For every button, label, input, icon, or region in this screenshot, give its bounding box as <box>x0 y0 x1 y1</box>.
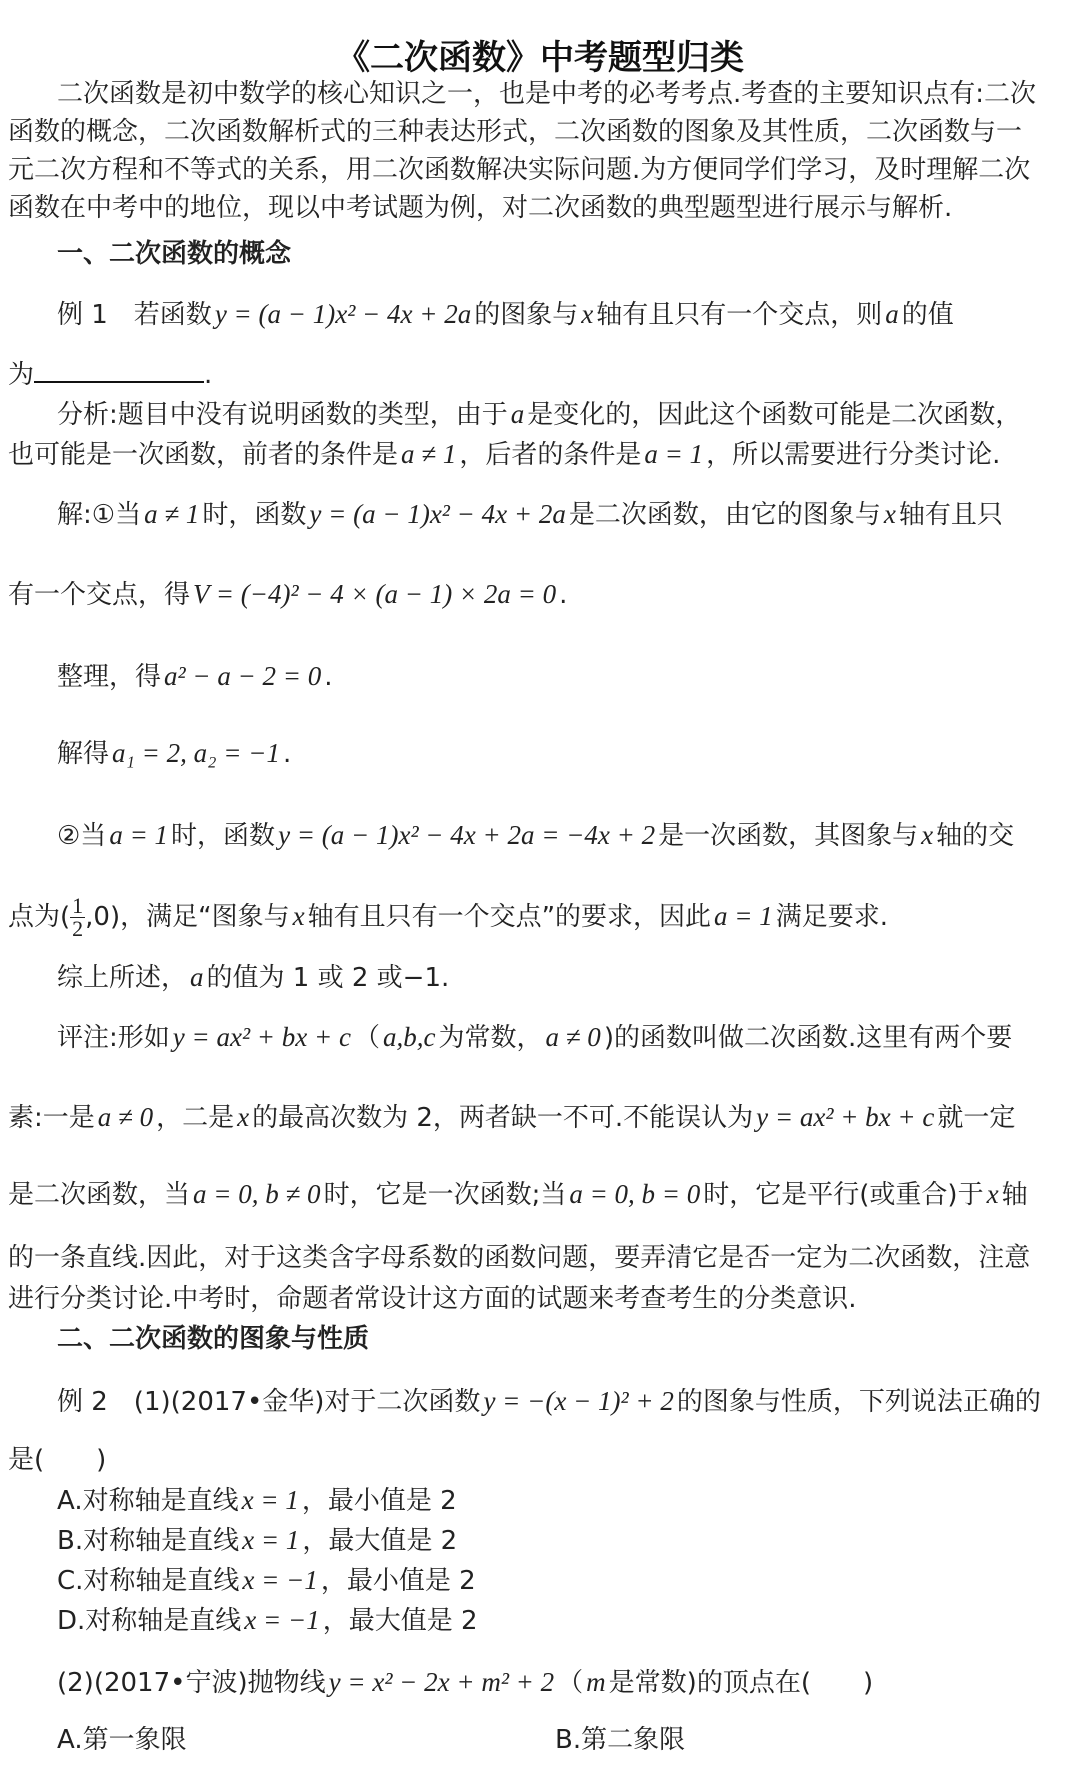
document-title: 《二次函数》中考题型归类 <box>336 38 744 78</box>
text-run: A.第一象限 <box>57 1725 187 1755</box>
text-run: ,0)，满足“图象与 <box>85 902 290 932</box>
text-run: ，二是 <box>156 1103 235 1133</box>
text-line <box>57 957 449 998</box>
math-expression: x = −1 <box>244 1605 320 1635</box>
text-run: 二、二次函数的图象与性质 <box>57 1324 370 1354</box>
text-run: 时，函数 <box>202 500 307 530</box>
text-run: 解得 <box>57 739 110 769</box>
math-expression: y = ax² + bx + c <box>756 1102 935 1132</box>
text-run: 也可能是一次函数，前者的条件是 <box>8 440 399 470</box>
text-line <box>57 656 333 697</box>
text-line <box>8 150 1030 190</box>
math-expression: a = 1 <box>109 820 169 850</box>
math-expression: a,b,c <box>382 1022 436 1052</box>
text-run: . <box>282 739 292 769</box>
math-expression: a ≠ 0 <box>545 1022 601 1052</box>
math-expression: a = 1 <box>644 439 704 469</box>
text-run: ②当 <box>57 821 107 851</box>
text-run: (2)(2017•宁波)抛物线 <box>57 1668 326 1698</box>
text-run: . <box>559 580 568 610</box>
text-line <box>8 434 1000 475</box>
text-run: B.对称轴是直线 <box>57 1526 240 1556</box>
text-run: 的图象与性质，下列说法正确的 <box>676 1387 1041 1417</box>
text-run: 进行分类讨论.中考时，命题者常设计这方面的试题来考查考生的分类意识. <box>8 1284 857 1314</box>
math-expression: a ≠ 1 <box>401 439 457 469</box>
text-run: 有一个交点，得 <box>8 580 191 610</box>
text-line <box>57 1381 1041 1422</box>
section-heading <box>57 1319 369 1359</box>
text-line <box>57 1480 457 1521</box>
text-line <box>57 1662 873 1703</box>
section-heading <box>57 234 291 274</box>
text-run: 二次函数是初中数学的核心知识之一，也是中考的必考考点.考查的主要知识点有:二次 <box>57 79 1037 109</box>
text-line <box>57 1560 476 1601</box>
text-line <box>57 1520 457 1561</box>
text-run: （ <box>557 1668 584 1698</box>
math-expression: V = (−4)² − 4 × (a − 1) × 2a = 0 <box>193 579 557 609</box>
math-expression: a = 0, b ≠ 0 <box>193 1179 321 1209</box>
text-run: ，最小值是 2 <box>320 1566 476 1596</box>
text-line <box>8 574 567 615</box>
math-expression: a = 1 <box>714 901 773 931</box>
text-run: C.对称轴是直线 <box>57 1566 240 1596</box>
text-run: 函数的概念，二次函数解析式的三种表达形式，二次函数的图象及其性质，二次函数与一 <box>8 117 1023 147</box>
text-run: D.对称轴是直线 <box>57 1606 242 1636</box>
text-run: 的值为 1 或 2 或−1. <box>206 963 450 993</box>
text-run: 为常数， <box>438 1023 543 1053</box>
text-run: . <box>204 360 213 390</box>
text-run: . <box>324 662 333 692</box>
text-run: 时，它是平行(或重合)于 <box>703 1180 984 1210</box>
text-run: 的最高次数为 2，两者缺一不可.不能误认为 <box>252 1103 754 1133</box>
denominator: 2 <box>72 916 84 941</box>
text-run: 是常数)的顶点在( ) <box>608 1668 874 1698</box>
numerator: 1 <box>72 893 84 918</box>
math-expression: y = (a − 1)x² − 4x + 2a = −4x + 2 <box>278 820 656 850</box>
text-run: B.第二象限 <box>555 1725 686 1755</box>
math-expression: x = −1 <box>242 1565 318 1595</box>
text-run: ，最大值是 2 <box>302 1526 458 1556</box>
math-expression: a <box>510 399 525 429</box>
text-line <box>8 895 888 940</box>
text-line <box>8 353 212 395</box>
math-expression: x <box>986 1179 999 1209</box>
math-expression: a ≠ 0 <box>97 1102 154 1132</box>
text-run: 分析:题目中没有说明函数的类型，由于 <box>57 400 508 430</box>
text-run: 是变化的，因此这个函数可能是二次函数， <box>527 400 1022 430</box>
text-run: A.对称轴是直线 <box>57 1486 239 1516</box>
fraction <box>70 895 85 940</box>
math-expression: a <box>190 962 204 992</box>
text-run: 满足要求. <box>775 902 889 932</box>
math-expression: x = 1 <box>241 1485 299 1515</box>
math-expression: y = (a − 1)x² − 4x + 2a <box>309 499 566 529</box>
math-expression: y = ax² + bx + c <box>172 1022 351 1052</box>
math-expression: x <box>921 820 934 850</box>
text-run: 评注:形如 <box>57 1023 170 1053</box>
text-run: 例 1 若函数 <box>57 300 212 330</box>
text-line <box>8 1174 1028 1215</box>
text-run: ，后者的条件是 <box>459 440 642 470</box>
text-run: 的图象与 <box>474 300 579 330</box>
text-line <box>8 1238 1030 1278</box>
text-run: 轴有且只 <box>898 500 1003 530</box>
text-run: 素:一是 <box>8 1103 95 1133</box>
text-run: 是二次函数，当 <box>8 1180 191 1210</box>
text-line <box>57 394 1021 435</box>
math-expression: a² − a − 2 = 0 <box>164 661 322 691</box>
text-run: 综上所述， <box>57 963 188 993</box>
text-run: 的值 <box>901 300 954 330</box>
text-run: 一、二次函数的概念 <box>57 239 292 269</box>
math-expression: y = −(x − 1)² + 2 <box>483 1386 674 1416</box>
math-expression: x <box>883 499 896 529</box>
math-expression: x <box>581 299 594 329</box>
text-run: 就一定 <box>937 1103 1016 1133</box>
math-expression: x <box>237 1102 250 1132</box>
math-expression: a ≠ 1 <box>144 499 200 529</box>
text-run: )的函数叫做二次函数.这里有两个要 <box>603 1023 1013 1053</box>
text-run: 解:①当 <box>57 500 142 530</box>
text-line <box>57 294 954 335</box>
text-line <box>57 494 1003 535</box>
text-line <box>8 1097 1015 1138</box>
math-expression: x <box>292 901 305 931</box>
text-line <box>57 1600 478 1641</box>
text-run: ，所以需要进行分类讨论. <box>706 440 1001 470</box>
text-run: 是一次函数，其图象与 <box>658 821 919 851</box>
text-run: 时，它是一次函数;当 <box>323 1180 567 1210</box>
text-run: 函数在中考中的地位，现以中考试题为例，对二次函数的典型题型进行展示与解析. <box>8 193 953 223</box>
math-expression: y = (a − 1)x² − 4x + 2a <box>214 299 472 329</box>
text-line <box>57 74 1036 114</box>
text-line <box>555 1720 685 1760</box>
text-line <box>57 1017 1012 1058</box>
text-line <box>57 815 1014 856</box>
text-run: ，最小值是 2 <box>301 1486 457 1516</box>
answer-blank <box>34 353 204 383</box>
math-expression: a₁ = 2, a₂ = −1 <box>112 738 280 768</box>
text-run: 轴有且只有一个交点，则 <box>596 300 883 330</box>
text-run: 轴的交 <box>936 821 1015 851</box>
text-run: 的一条直线.因此，对于这类含字母系数的函数问题，要弄清它是否一定为二次函数，注意 <box>8 1243 1031 1273</box>
math-expression: y = x² − 2x + m² + 2 <box>328 1667 555 1697</box>
text-line <box>57 1720 187 1760</box>
text-run: 整理，得 <box>57 662 162 692</box>
text-line <box>8 112 1022 152</box>
text-run: ，最大值是 2 <box>322 1606 478 1636</box>
math-expression: a = 0, b = 0 <box>569 1179 701 1209</box>
text-run: 元二次方程和不等式的关系，用二次函数解决实际问题.为方便同学们学习，及时理解二次 <box>8 155 1031 185</box>
text-run: （ <box>353 1023 380 1053</box>
text-run: 轴有且只有一个交点”的要求，因此 <box>307 902 712 932</box>
text-line <box>57 733 291 774</box>
text-run: 点为( <box>8 902 71 932</box>
text-run: 是( ) <box>8 1445 107 1475</box>
math-expression: m <box>586 1667 606 1697</box>
text-run: 例 2 (1)(2017•金华)对于二次函数 <box>57 1387 481 1417</box>
text-line <box>8 1440 106 1480</box>
text-run: 轴 <box>1001 1180 1028 1210</box>
text-line <box>8 188 952 228</box>
math-expression: a <box>885 299 899 329</box>
text-run: 是二次函数，由它的图象与 <box>568 500 881 530</box>
text-line <box>8 1279 857 1319</box>
text-run: 为 <box>8 360 35 390</box>
text-run: 时，函数 <box>171 821 276 851</box>
math-expression: x = 1 <box>242 1525 300 1555</box>
